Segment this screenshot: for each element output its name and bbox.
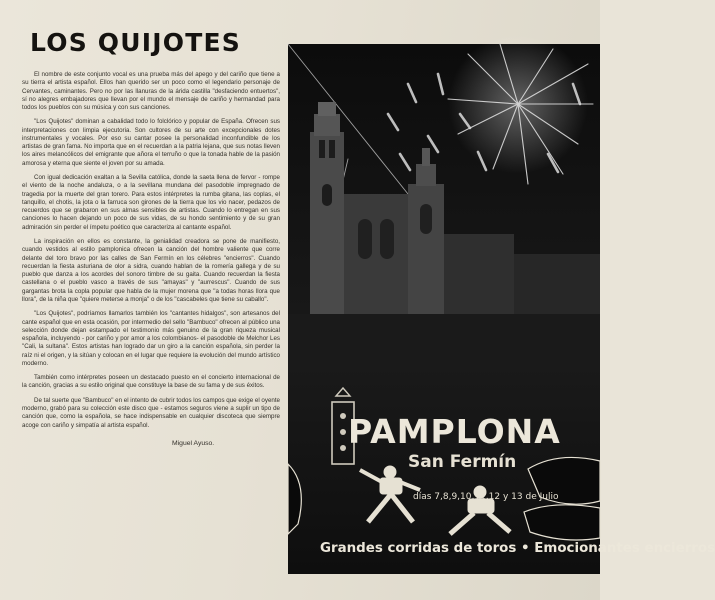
article-paragraph: "Los Quijotes" dominan a cabalidad todo lo folclórico y popular de España. Ofrecen sus interpretaciones con limpia ejecutoria. Son cultores de su arte con excepcionales dotes instrumentales y vocales. Por eso su cantar posee la personalidad inconfundible de los artistas de gran fama. No importa que en el recuerdan a la patria lejana, que sus notas lleven los aires melancólicos del emigrante que añora el terruño o que la tonada hable de la pasión amorosa y eterna que siente el joven por su amada. [22,118,280,167]
article-paragraph: "Los Quijotes", podríamos llamarlos también los "cantantes hidalgos", son artesanos del cante español que en esta ocasión, por intermedio del sello "Bambuco" ofrecen al público una selección donde dejan estampado el testimonio más genuino de la gran riqueza musical española, incluyendo - por cariño y por amor a los colombianos- el pasodoble de Melchor Les "Cali, la sultana". Estos artistas han logrado dar un giro a la canción española, sin perder la raíz ni el origen, y la sitúan y colocan en el lugar que requiere la evolución del mundo artístico moderno. [22,310,280,367]
article-signature: Miguel Ayuso. [172,439,215,447]
article-paragraph: Con igual dedicación exaltan a la Sevilla católica, donde la saeta llena de fervor - rompe el viento de la noche andaluza, o a la sevillana mundana del pasodoble impregnado de tragedia por la muerte del gran torero. Para estos intérpretes la rumba gitana, las coplas, el tanquillo, el chotis, la jota o la farruca son girones de la tierra que los vio nacer, pedazos de recuerdos que se grabaron en sus almas sensibles de artistas. Cuando lo entregan en sus canciones lo hacen dejando un poco de sus vidas, de su hondo sentimiento y de su gran admiración sin perder el ímpetu poético que caracteriza al cantante español. [22,174,280,231]
article-paragraph: La inspiración en ellos es constante, la genialidad creadora se pone de manifiesto, cuando vestidos al estilo pamplonica ofrecen la canción del hombre valiente que corre delante del toro bravo por las calles de San Fermín en los célebres "encierros". Cuando recuerdan la fiesta asturiana de olor a sidra, cuando hablan de la romería gallega y de su pueblo que danza a los acordes del sonoro timbre de su gaita. Cuando recuerdan la fiesta castellana o el pueblo vasco a través de sus "amayas" y "aurrescus". Cuando de sus gargantas brota la copla popular que habla de la mujer morena que "a todas horas llora que llora", de la niña que "quiere meterse a monja" o de los "cascabeles que tiene su caballo". [22,238,280,303]
poster-city: PAMPLONA [348,412,561,451]
article-paragraph: El nombre de este conjunto vocal es una prueba más del apego y del cariño que tiene a su tierra el artista español. Ellos han querido ser un poco como el legendario personaje de Cervantes, caminantes. Pero no por las llanuras de la árida castilla "desfaciendo entuertos", sí no alegres embajadores que llevan por el mundo el mensaje de cariño y hermandad para todos los pueblos con su música y con sus canciones. [22,71,280,111]
article-body [22,71,280,430]
pamplona-poster [288,44,715,574]
article-paragraph: De tal suerte que "Bambuco" en el intento de cubrir todos los campos que exige el oyente moderno, grabó para su colección este disco que - estamos seguros viene a suplir un tipo de canción que, como la española, se hace indispensable en cualquier discoteca que siempre acoge con cariño y simpatía al artista español. [22,396,280,429]
poster-festival: San Fermín [408,452,517,472]
poster-tagline: Grandes corridas de toros • Emocionantes encierros [320,541,715,556]
article-paragraph: También como intérpretes poseen un destacado puesto en el concierto internacional de la canción, gracias a su estilo original que constituye la base de su fama y de sus éxitos. [22,374,280,390]
article-column [22,28,280,447]
article-title: LOS QUIJOTES [30,28,241,57]
poster-dates: días 7,8,9,10,11,12 y 13 de Julio [413,492,559,502]
